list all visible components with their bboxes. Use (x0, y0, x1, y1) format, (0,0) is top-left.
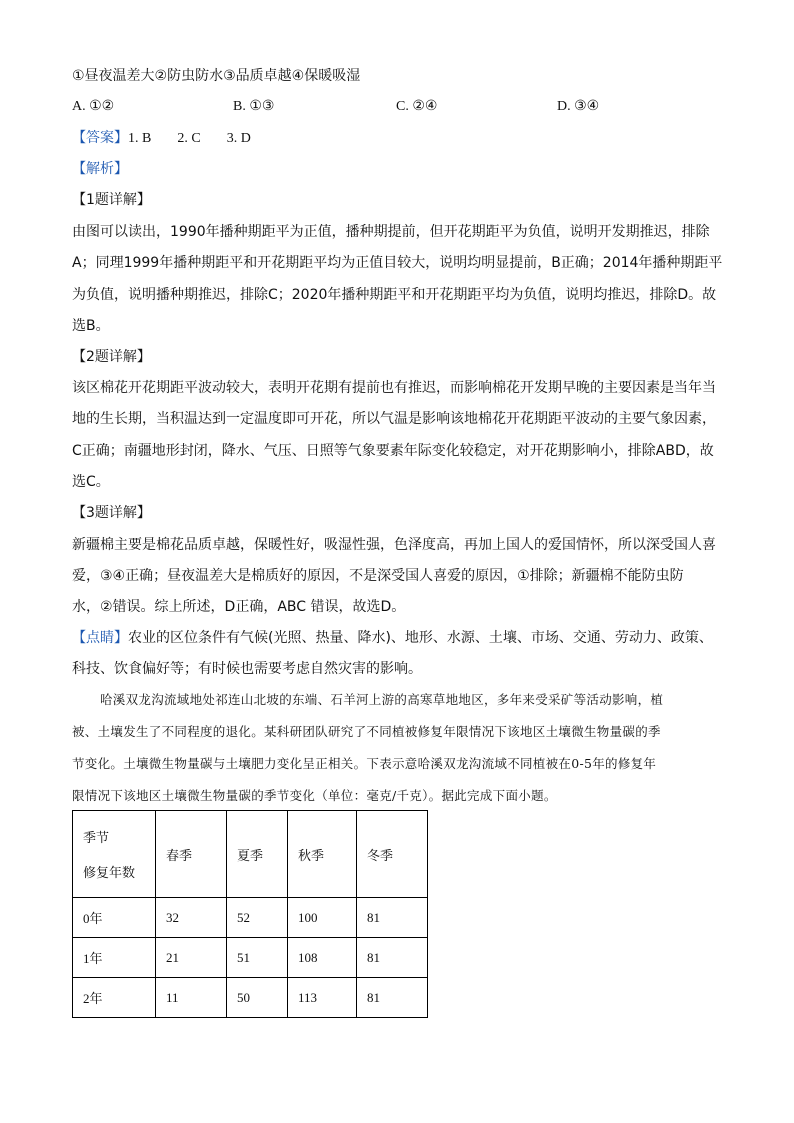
q1-line-4: 选B。 (72, 318, 110, 334)
header-winter: 冬季 (357, 811, 428, 898)
cell-value: 100 (288, 898, 357, 938)
answer-line (72, 128, 251, 149)
option-b[interactable] (233, 97, 274, 117)
q2-line-2: 地的生长期，当积温达到一定温度即可开花，所以气温是影响该地棉花开花期距平波动的主要气象因素， (72, 411, 716, 427)
cell-value: 32 (156, 898, 227, 938)
q3-line-2: 爱，③④正确；昼夜温差大是棉质好的原因，不是深受国人喜爱的原因，①排除；新疆棉不能防虫防 (72, 568, 684, 584)
header-season-label: 季节 (83, 830, 110, 845)
table-header-row (73, 811, 428, 898)
tip-text-1: 农业的区位条件有气候(光照、热量、降水)、地形、水源、土壤、市场、交通、劳动力、政策、 (128, 630, 713, 646)
option-d[interactable] (557, 97, 599, 117)
cell-value: 50 (227, 978, 288, 1018)
question-options-statement: ①昼夜温差大②防虫防水③品质卓越④保暖吸湿 (72, 68, 361, 84)
soil-carbon-table (72, 810, 428, 1018)
table-corner-header (73, 811, 156, 898)
q1-line-2: A；同理1999年播种期距平和开花期距平均为正值目较大，说明均明显提前，B正确；2014年播种期距平 (72, 255, 723, 271)
header-spring: 春季 (156, 811, 227, 898)
row-year: 1年 (73, 938, 156, 978)
analysis-label: 【解析】 (72, 161, 128, 177)
option-a-letter: A. (72, 99, 86, 114)
answer-label: 【答案】 (72, 130, 128, 146)
cell-value: 81 (357, 898, 428, 938)
option-d-text: ③④ (574, 99, 600, 114)
tip-label: 【点睛】 (72, 630, 128, 646)
intro-line-1: 哈溪双龙沟流域地处祁连山北坡的东端、石羊河上游的高寒草地地区，多年来受采矿等活动影响，植 (100, 692, 664, 707)
option-d-letter: D. (557, 99, 571, 114)
option-b-letter: B. (233, 99, 246, 114)
intro-line-3: 节变化。土壤微生物量碳与土壤肥力变化呈正相关。下表示意哈溪双龙沟流域不同植被在0-5年的修复年 (72, 756, 657, 771)
q2-line-3: C正确；南疆地形封闭，降水、气压、日照等气象要素年际变化较稳定，对开花期影响小，排除ABD，故 (72, 443, 714, 459)
q3-heading: 【3题详解】 (72, 505, 151, 521)
option-a-text: ①② (89, 99, 115, 114)
q3-line-1: 新疆棉主要是棉花品质卓越，保暖性好，吸湿性强，色泽度高，再加上国人的爱国情怀，所以深受国人喜 (72, 537, 716, 553)
cell-value: 113 (288, 978, 357, 1018)
answer-item-3: 3. D (226, 131, 251, 146)
q3-line-3: 水，②错误。综上所述，D正确，ABC 错误，故选D。 (72, 599, 406, 615)
option-a[interactable] (72, 97, 114, 117)
row-year: 2年 (73, 978, 156, 1018)
q1-heading: 【1题详解】 (72, 192, 151, 208)
q1-line-3: 为负值，说明播种期推迟，排除C；2020年播种期距平和开花期距平均为负值，说明均推迟，排除D。故 (72, 287, 717, 303)
option-b-text: ①③ (249, 99, 275, 114)
q2-line-1: 该区棉花开花期距平波动较大，表明开花期有提前也有推迟，而影响棉花开发期早晚的主要因素是当年当 (72, 380, 716, 396)
q2-heading: 【2题详解】 (72, 349, 151, 365)
header-autumn: 秋季 (288, 811, 357, 898)
intro-line-4: 限情况下该地区土壤微生物量碳的季节变化（单位：毫克/千克）。据此完成下面小题。 (72, 788, 557, 803)
cell-value: 108 (288, 938, 357, 978)
q1-line-1: 由图可以读出，1990年播种期距平为正值，播种期提前，但开花期距平为负值，说明开发期推迟，排除 (72, 224, 710, 240)
option-c[interactable] (396, 97, 437, 117)
tip-line-2: 科技、饮食偏好等；有时候也需要考虑自然灾害的影响。 (72, 661, 422, 677)
tip-line-1 (72, 628, 713, 648)
table-row (73, 898, 428, 938)
answer-item-1: 1. B (128, 131, 152, 146)
option-c-text: ②④ (412, 99, 438, 114)
q2-line-4: 选C。 (72, 474, 110, 490)
answer-item-2: 2. C (177, 131, 201, 146)
cell-value: 51 (227, 938, 288, 978)
header-years-label: 修复年数 (83, 865, 136, 880)
table-row (73, 938, 428, 978)
row-year: 0年 (73, 898, 156, 938)
option-c-letter: C. (396, 99, 409, 114)
header-summer: 夏季 (227, 811, 288, 898)
cell-value: 11 (156, 978, 227, 1018)
intro-line-2: 被、土壤发生了不同程度的退化。某科研团队研究了不同植被修复年限情况下该地区土壤微生物量碳的季 (72, 724, 661, 739)
cell-value: 21 (156, 938, 227, 978)
cell-value: 81 (357, 978, 428, 1018)
cell-value: 81 (357, 938, 428, 978)
cell-value: 52 (227, 898, 288, 938)
table-row (73, 978, 428, 1018)
